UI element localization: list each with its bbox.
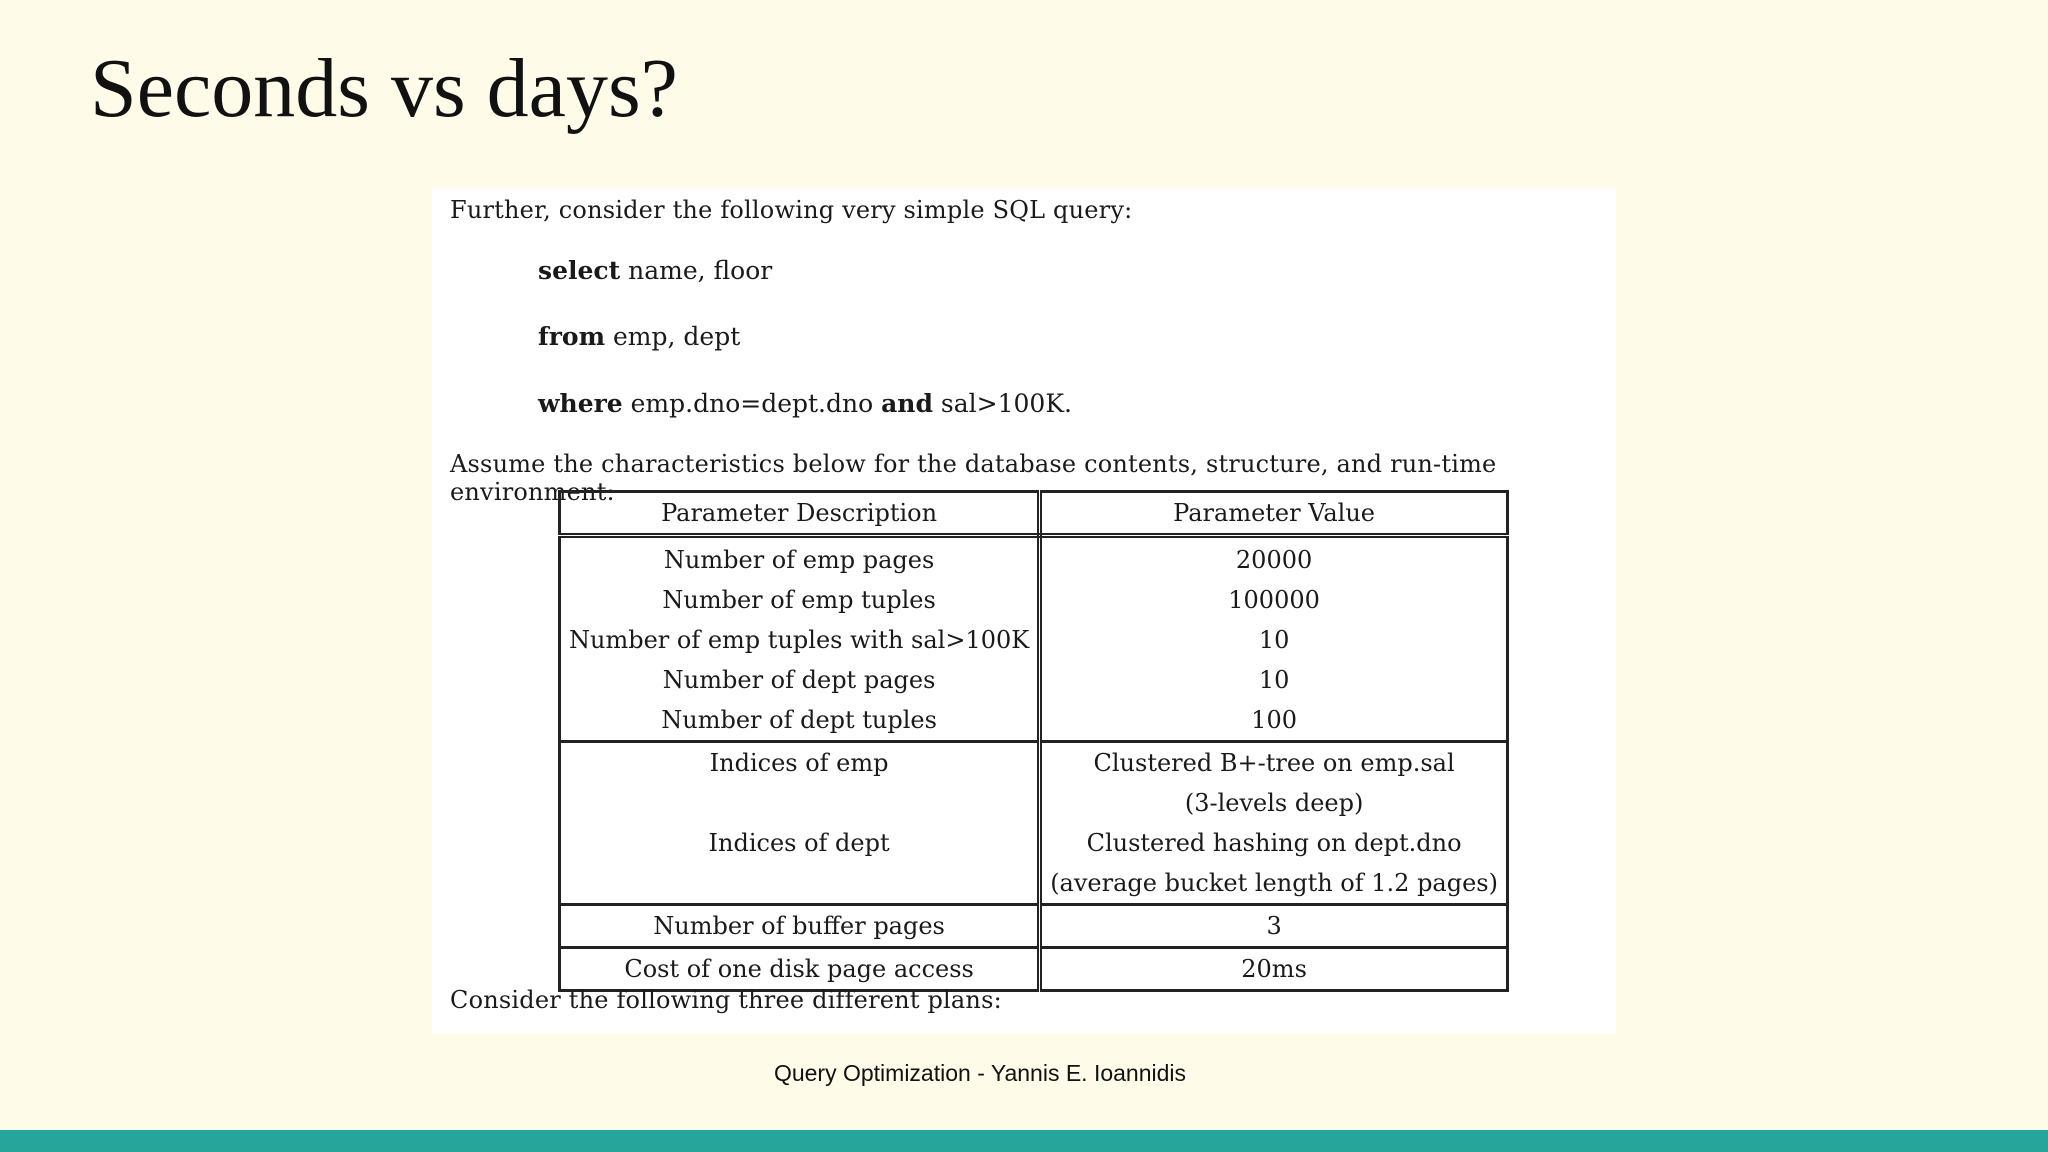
param-value: Clustered B+-tree on emp.sal bbox=[1040, 742, 1508, 784]
footer-text: Query Optimization - Yannis E. Ioannidis bbox=[773, 1060, 1187, 1086]
slide-footer bbox=[0, 1060, 2048, 1087]
param-value: (average bucket length of 1.2 pages) bbox=[1040, 863, 1508, 905]
table-row bbox=[560, 863, 1508, 905]
table-row bbox=[560, 823, 1508, 863]
sql-select-line bbox=[538, 256, 772, 285]
param-description: Number of dept pages bbox=[560, 660, 1040, 700]
param-description: Number of emp pages bbox=[560, 536, 1040, 581]
table-row bbox=[560, 948, 1508, 991]
sql-from-tables: emp, dept bbox=[613, 322, 741, 351]
param-description: Number of emp tuples bbox=[560, 580, 1040, 620]
assume-text: Assume the characteristics below for the database contents, structure, and run-time environment: bbox=[450, 450, 1497, 506]
table-row bbox=[560, 580, 1508, 620]
intro-text: Further, consider the following very simple SQL query: bbox=[450, 196, 1133, 224]
param-description bbox=[560, 783, 1040, 823]
param-value: 100 bbox=[1040, 700, 1508, 742]
param-description: Cost of one disk page access bbox=[560, 948, 1040, 991]
param-value: (3-levels deep) bbox=[1040, 783, 1508, 823]
param-value: 10 bbox=[1040, 620, 1508, 660]
table-row bbox=[560, 536, 1508, 581]
sql-join-condition: emp.dno=dept.dno bbox=[630, 389, 874, 418]
param-value: Clustered hashing on dept.dno bbox=[1040, 823, 1508, 863]
sql-from-line bbox=[538, 322, 740, 351]
closing-text: Consider the following three different plans: bbox=[450, 986, 1002, 1014]
table-row bbox=[560, 783, 1508, 823]
table-row bbox=[560, 620, 1508, 660]
param-description bbox=[560, 863, 1040, 905]
table-row bbox=[560, 905, 1508, 948]
table-row bbox=[560, 660, 1508, 700]
slide-title: Seconds vs days? bbox=[90, 42, 678, 135]
param-description: Number of emp tuples with sal>100K bbox=[560, 620, 1040, 660]
table-row bbox=[560, 742, 1508, 784]
paper-excerpt bbox=[432, 188, 1616, 1034]
header-description: Parameter Description bbox=[560, 492, 1040, 536]
param-value: 20ms bbox=[1040, 948, 1508, 991]
sql-keyword-where: where bbox=[538, 389, 623, 418]
accent-bar bbox=[0, 1130, 2048, 1152]
param-description: Indices of dept bbox=[560, 823, 1040, 863]
param-value: 100000 bbox=[1040, 580, 1508, 620]
param-value: 3 bbox=[1040, 905, 1508, 948]
param-description: Number of dept tuples bbox=[560, 700, 1040, 742]
header-value: Parameter Value bbox=[1040, 492, 1508, 536]
param-value: 20000 bbox=[1040, 536, 1508, 581]
table-row bbox=[560, 700, 1508, 742]
sql-select-columns: name, floor bbox=[628, 256, 773, 285]
param-value: 10 bbox=[1040, 660, 1508, 700]
sql-keyword-from: from bbox=[538, 322, 606, 351]
sql-where-line bbox=[538, 389, 1072, 418]
param-description: Number of buffer pages bbox=[560, 905, 1040, 948]
sql-keyword-and: and bbox=[881, 389, 933, 418]
sql-keyword-select: select bbox=[538, 256, 621, 285]
param-description: Indices of emp bbox=[560, 742, 1040, 784]
parameter-table bbox=[558, 490, 1509, 992]
table-header-row bbox=[560, 492, 1508, 536]
sql-filter-condition: sal>100K. bbox=[940, 389, 1072, 418]
